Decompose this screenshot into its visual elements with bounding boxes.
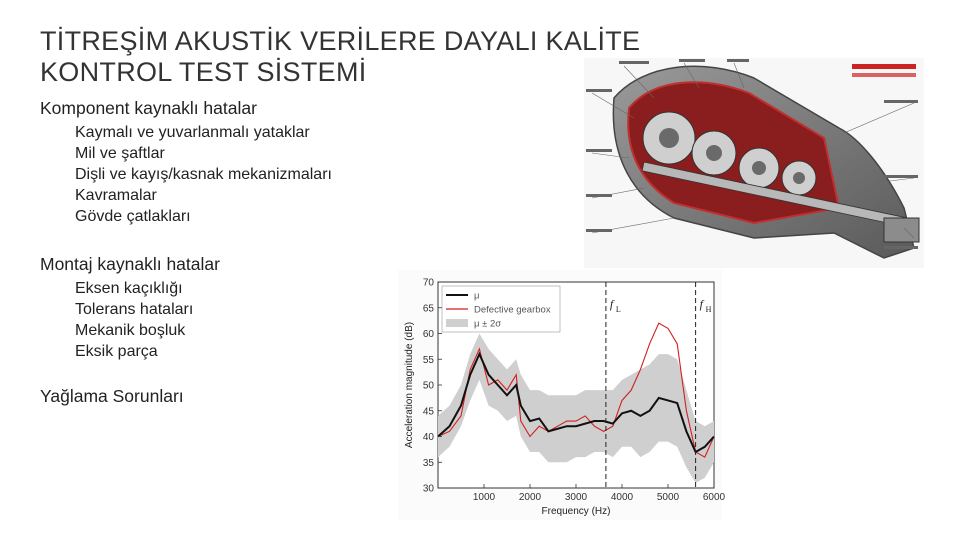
slide-title — [40, 26, 640, 88]
legend-label: Defective gearbox — [474, 304, 551, 316]
legend-label: μ ± 2σ — [474, 318, 502, 330]
y-tick-label: 35 — [422, 457, 434, 469]
annotation-sub: H — [705, 305, 712, 314]
y-tick-label: 45 — [422, 406, 434, 418]
legend-label: μ — [474, 290, 480, 302]
list-item: Mekanik boşluk — [75, 322, 186, 339]
y-axis-label: Acceleration magnitude (dB) — [404, 321, 415, 449]
x-axis-label: Frequency (Hz) — [541, 506, 611, 517]
list-item: Gövde çatlakları — [75, 208, 191, 225]
list-item: Dişli ve kayış/kasnak mekanizmaları — [75, 166, 332, 183]
chart-svg — [398, 270, 726, 520]
y-tick-label: 50 — [422, 380, 434, 392]
list-item: Kaymalı ve yuvarlanmalı yataklar — [75, 124, 310, 141]
legend-swatch — [446, 319, 468, 327]
y-tick-label: 60 — [422, 329, 434, 340]
section-heading-component: Komponent kaynaklı hatalar — [40, 98, 257, 118]
list-item: Eksik parça — [75, 343, 158, 360]
x-tick-label: 6000 — [702, 492, 726, 503]
x-tick-label: 4000 — [610, 492, 634, 503]
annotation-label: f — [609, 297, 614, 311]
x-tick-label: 5000 — [656, 492, 680, 503]
list-item: Kavramalar — [75, 187, 157, 204]
list-item: Mil ve şaftlar — [75, 145, 165, 162]
y-tick-label: 40 — [422, 432, 434, 443]
annotation-sub: L — [615, 305, 621, 314]
y-tick-label: 55 — [422, 354, 434, 366]
section-heading-lubrication: Yağlama Sorunları — [40, 386, 184, 406]
y-tick-label: 70 — [422, 277, 434, 289]
y-tick-label: 65 — [422, 303, 434, 315]
annotation-label: f — [699, 297, 703, 311]
list-item: Tolerans hataları — [75, 301, 194, 318]
slide-title-line-2: KONTROL TEST SİSTEMİ — [40, 57, 367, 87]
y-tick-label: 30 — [422, 483, 434, 495]
section-heading-assembly: Montaj kaynaklı hatalar — [40, 254, 220, 274]
x-tick-label: 2000 — [518, 492, 542, 503]
x-tick-label: 3000 — [564, 492, 588, 503]
section-list-assembly — [75, 278, 193, 362]
section-list-component — [75, 122, 332, 227]
slide-title-line-1: TİTREŞİM AKUSTİK VERİLERE DAYALI KALİTE — [40, 26, 641, 56]
list-item: Eksen kaçıklığı — [75, 280, 183, 297]
vibration-spectrum-chart — [398, 270, 726, 520]
gearbox-cutaway-image — [584, 58, 924, 268]
x-tick-label: 1000 — [472, 492, 496, 503]
gearbox-illustration — [584, 58, 924, 268]
